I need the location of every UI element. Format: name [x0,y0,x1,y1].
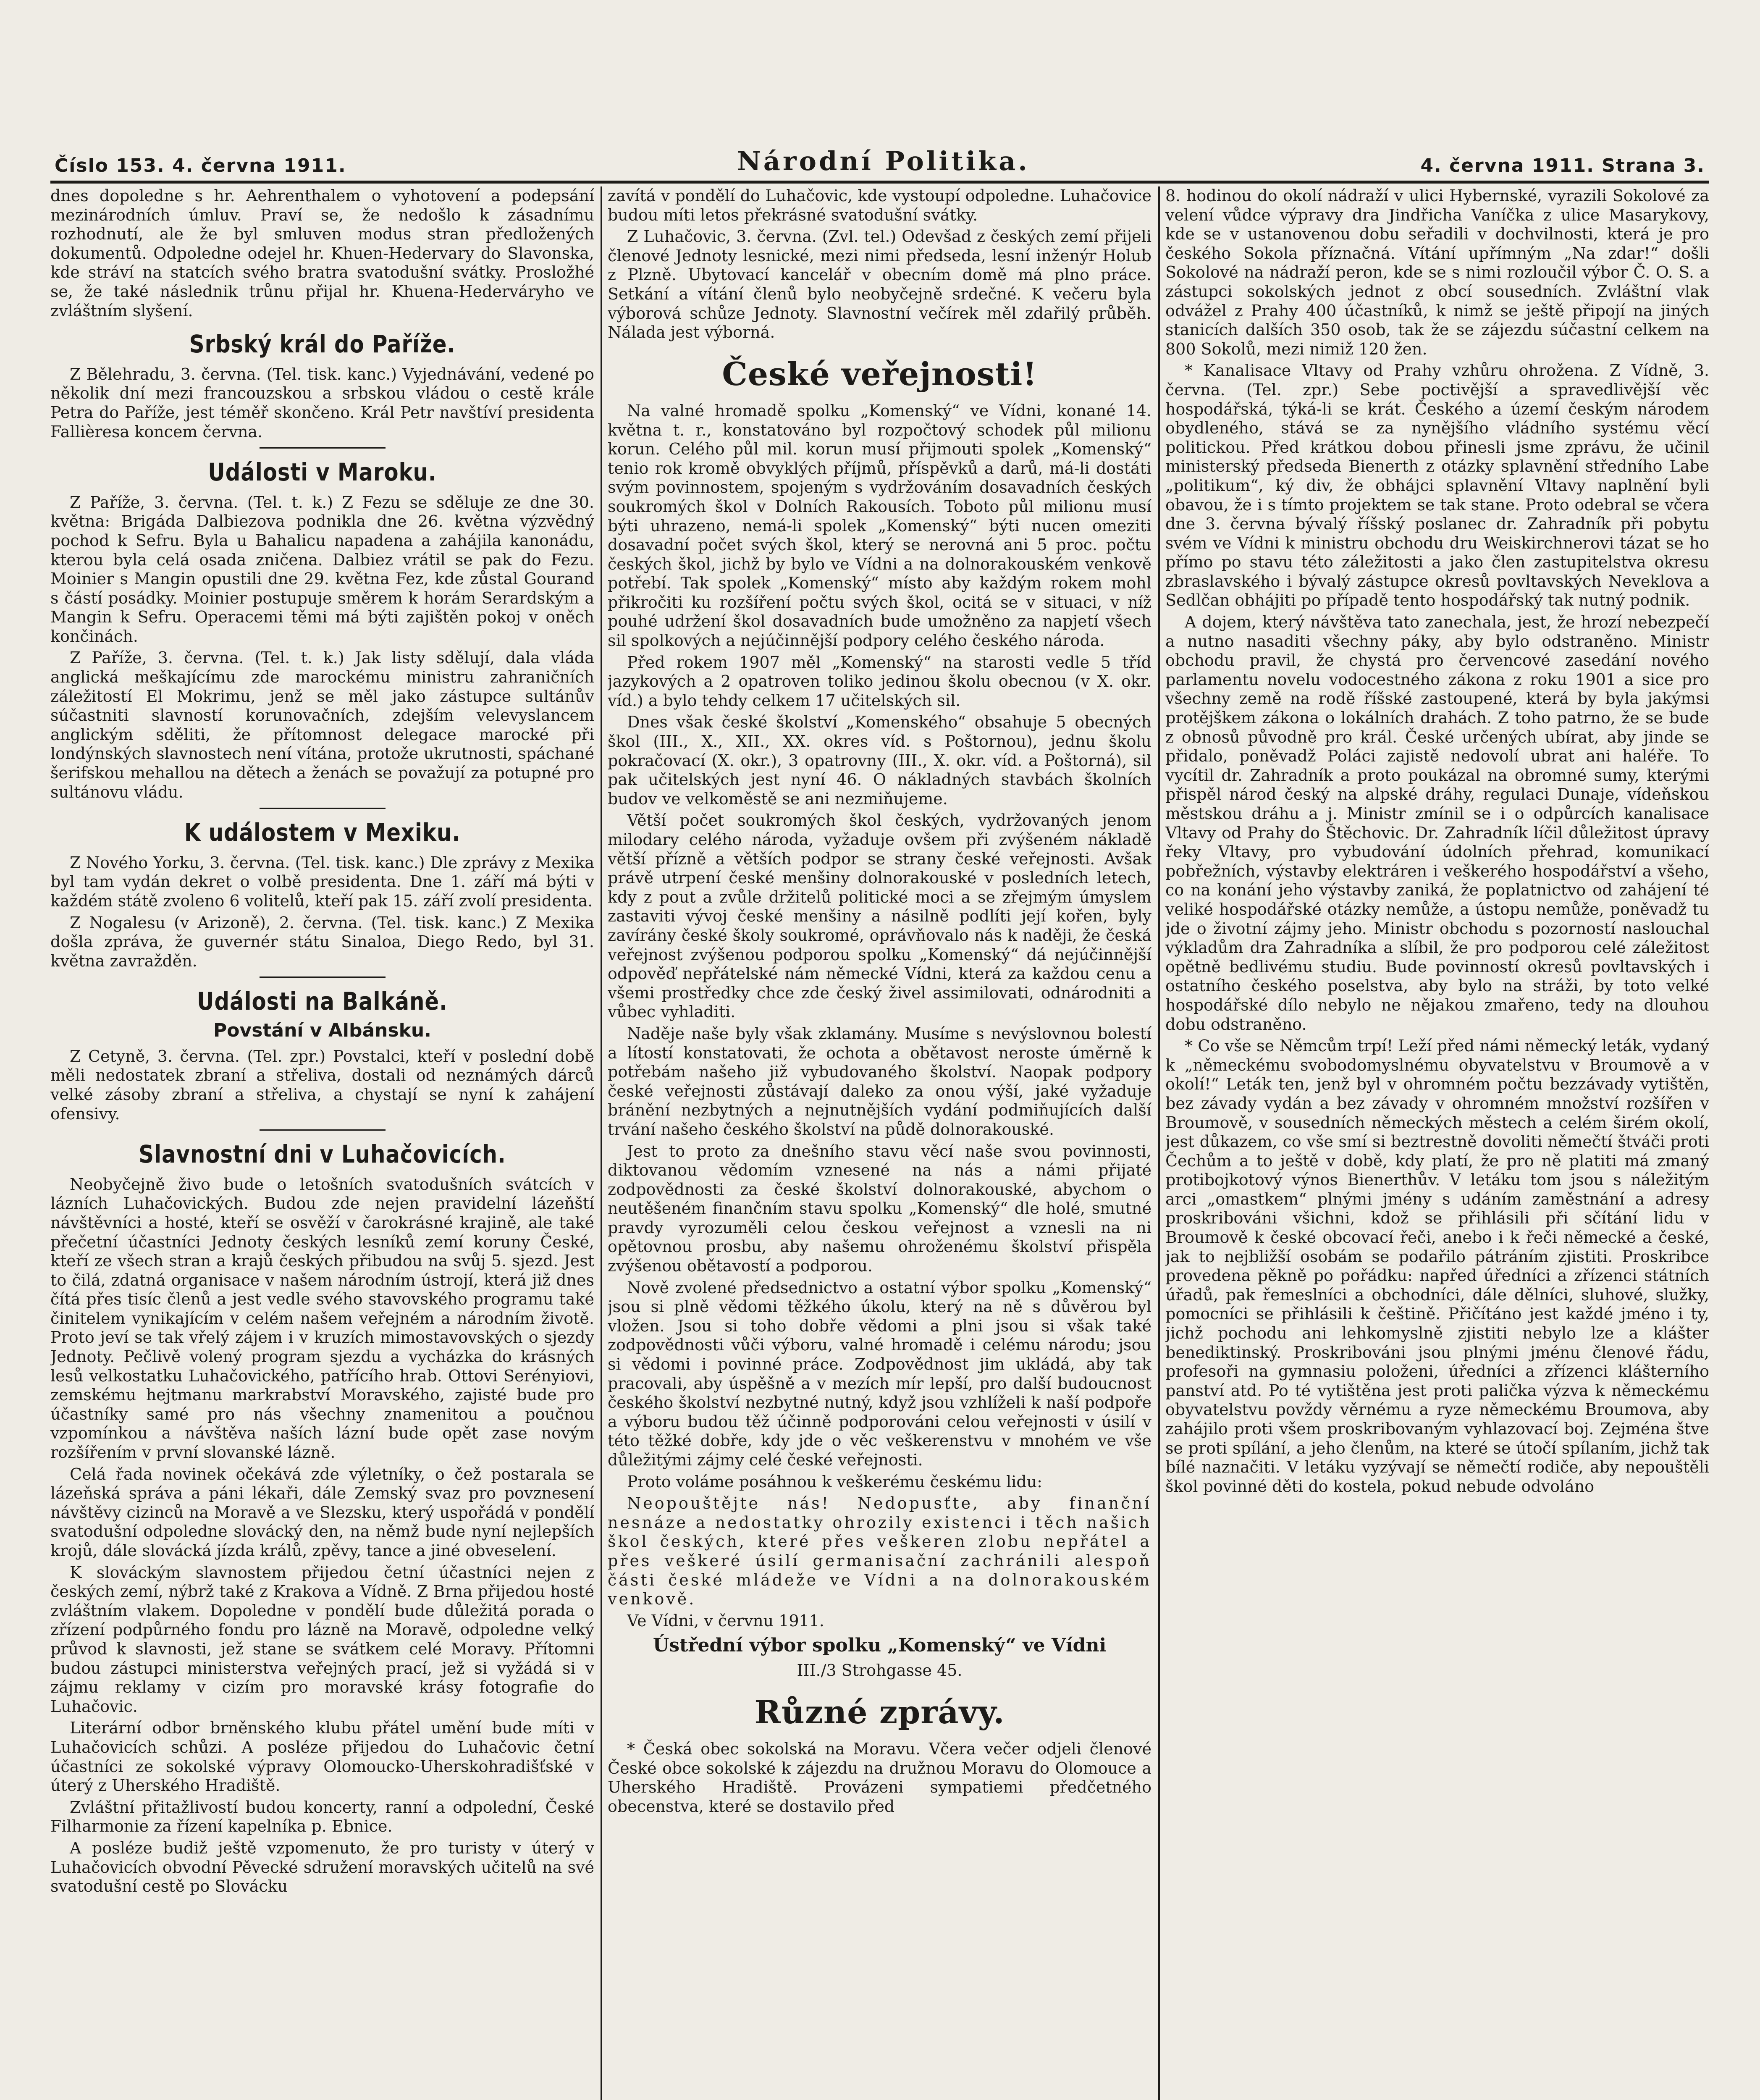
article-text: Literární odbor brněnského klubu přátel umění bude míti v Luhačovicích schůzi. A posléze přijedou do Luhačovic četní účastníci ze sokolské výpravy Olomoucko-Uherskohradišťské v úterý z Uherského Hradiště. [50,1719,594,1795]
article-text: Z Cetyně, 3. června. (Tel. zpr.) Povstalci, kteří v poslední době měli nedostatek zbraní a střeliva, dostali od neznámých dárců velké zásoby zbraní a střeliva, a chystají se nyní k zahájení ofensivy. [50,1047,594,1123]
article-text: Nově zvolené předsednictvo a ostatní výbor spolku „Komenský“ jsou si plně vědomi těžkého úkolu, který na ně s důvěrou byl vložen. Jsou si toho dobře vědomi a plni jsou si však také zodpovědnosti vůči výboru, valné hromadě i celému národu; jsou si vědomi i povinné práce. Zodpovědnost jim ukládá, aby tak pracovali, aby úspěšně a v mezích mír lepší, pro další budoucnost českého školství nezbytné nutný, když jsou vzhlíželi k naší podpoře a výboru budou těž účinně podporováni celou veřejnosti v úsilí v této těžké dobře, kdy jde o věc veškerenstvu v mnohém ve vše důležitými zájmy celé české veřejnosti. [608,1278,1151,1469]
article-text: A dojem, který návštěva tato zanechala, jest, že hrozí nebezpečí a nutno nasaditi všechny páky, aby bylo odstraněno. Ministr obchodu pravil, že chystá pro červencové zasedání nového parlamentu novelu vodocestného zákona z roku 1901 a sice pro všechny země na rodě říšské zastoupené, která by byla jakýmsi protějškem zákona o lokálních drahách. Z toho patrno, že se bude z obnosů původně pro král. České určených ubírat, aby jinde se přidalo, poněvadž Poláci zajistě nedovolí ubrat ani haléře. To vycítil dr. Zahradník a proto poukázal na obromné sumy, kterými přispěl národ český na alpské dráhy, regulaci Dunaje, vídeňskou městskou dráhu a j. Ministr zmínil se i o odpůrcích kanalisace Vltavy od Prahy do Štěchovic. Dr. Zahradník líčil důležitost úpravy řeky Vltavy, pro vybudování údolních přehrad, komunikací pobřežních, výstavby elektráren i veškerého hospodářství a všeho, co na konání jeho výstavby zaniká, že poplatnictvo od zahájení té veliké hospodářské otázky nemůže, a ústopu nemůže, poněvadž tu jde o životní zájmy jeho. Ministr obchodu s pozorností naslouchal výkladům dra Zahradníka a slíbil, že pro podporou celé záležitost opětně bedlivému studiu. Bude povinností okresů povltavských i ostatního českého poselstva, aby bylo na stráži, by toto velké hospodářské dílo nebylo ne nějakou zmařeno, tedy na dlouhou dobu odstraněno. [1165,613,1709,1034]
subheadline-albansko: Povstání v Albánsku. [213,1019,431,1041]
newspaper-title: Národní Politika. [737,146,1030,176]
masthead [55,139,1705,176]
article-appeal: Neopouštějte nás! Nedopusťte, aby finanční nesnáze a nedostatky ohrozily existenci i těch našich škol českých, které přes veškeren zlobu nepřátel a přes veškeré úsilí germanisační zachránili alespoň části české mládeže ve Vídni a na dolnorakouském venkově. [608,1494,1151,1609]
column-1 [50,186,594,2100]
article-text: dnes dopoledne s hr. Aehrenthalem o vyhotovení a podepsání mezinárodních úmluv. Praví se, že nedošlo k zásadnímu rozhodnutí, ale že byl smluven modus stran předložených dokumentů. Odpoledne odejel hr. Khuen-Hedervary do Slavonska, kde stráví na statcích svého bratra svatodušní svátky. Prosložhé se, že také následnik trůnu přijal hr. Khuena-Hederváryho ve zvláštním slyšení. [50,186,594,320]
signature-komensky: Ústřední výbor spolku „Komenský“ ve Vídni [653,1635,1107,1656]
article-text: * Česká obec sokolská na Moravu. Včera večer odjeli členové České obce sokolské k zájezdu na družnou Moravu do Olomouce a Uherského Hradiště. Provázeni sympatiemi předčetného obecenstva, které se dostavilo před [608,1739,1151,1816]
headline-ruzne-zpravy: Různé zprávy. [754,1693,1005,1731]
section-divider [260,1129,386,1131]
article-text: * Co vše se Němcům trpí! Leží před námi německý leták, vydaný k „německému svobodomyslnému obyvatelstvu v Broumově a v okolí!“ Leták ten, jenž byl v ohromném počtu bezzávady vytištěn, bez závady vydán a bez závady v ohromném množství rozšířen v Broumově, v sousedních německých městech a celém širém okolí, jest důkazem, co vše smí si beztrestně dovoliti němečtí štváči proti Čechům a to ještě v době, kdy platí, že pro ně platiti má zmaný protibojkotový výnos Bienerthův. V letáku tom jsou s náležitým arci „omastkem“ plnými jmény s udáním zaměstnání a adresy proskribováni všichni, kdož se přihlásili při sčítání lidu v Broumově k české obcovací řeči, anebo i k řeči německé a české, jak to nejbližší osobám se podařilo pátráním zjistiti. Proskribce provedena pěkně po pořádku: napřed úředníci a zřízenci státních úřadů, pak řemeslníci a obchodníci, dále dělníci, sluhové, služky, pomocníci se přihlásili k češtině. Přičítáno jest každé jméno i ty, jichž pochodu ani lehkomyslně zjistiti nebylo lze a klášter benediktinský. Proskribováni jsou plnými jménu členové řádu, profesoři na gymnasiu položeni, úředníci a zřízenci klášterního panství atd. Po té vytištěna jest proti palička výzva k německému obyvatelstvu povždy věrnému a ryze německému Broumova, aby zahájilo proti všem proskribovaným vyhlazovací boj. Zejména štve se proti spílání, a jeho členům, na které se útočí spílaním, jichž tak bílé naznačiti. V letáku vyzývají se němečtí rodiče, aby nepouštěli škol povinné děti do kostela, pokud nebude odvoláno [1165,1037,1709,1496]
headline-maroko: Události v Maroku. [208,458,437,487]
article-text: * Kanalisace Vltavy od Prahy vzhůru ohrožena. Z Vídně, 3. června. (Tel. zpr.) Sebe poctivější a spravedlivější věc hospodářská, týká-li se krát. Českého a území českým národem obydleného, stává se za nynějšího vládního systému věcí politickou. Před krátkou dobou přinesli jsme zprávu, že učinil ministerský předseda Bienerth z otázky splavnění středního Labe „politikum“, ký div, že obhájci splavnění Vltavy naplnění byli obavou, že i s tímto projektem se tak stane. Proto odebral se včera dne 3. června bývalý říšský poslanec dr. Zahradník při pobytu svém ve Vídni k ministru obchodu dru Weiskirchnerovi tázat se ho přímo po stavu této záležitosti a jako člen zastupitelstva okresu zbraslavského i bývalý zástupce okresů povltavských Neveklova a Sedlčan obhájiti po případě tento hospodářský tak nutný podnik. [1165,361,1709,610]
article-text: Dnes však české školství „Komenského“ obsahuje 5 obecných škol (III., X., XII., XX. okres víd. s Poštornou), jednu školu pokračovací (X. okr.), 3 opatrovny (III., X. okr. víd. a Poštorná), sil pak učitelských jest nyní 46. O nákladných stavbách školních budov ve velkoměstě se ani nezmiňujeme. [608,713,1151,808]
column-2 [608,186,1151,2100]
article-text: Proto voláme posáhnou k veškerému českému lidu: [627,1472,1042,1491]
article-text: Z Bělehradu, 3. června. (Tel. tisk. kanc.) Vyjednávání, vedené po několik dní mezi francouzskou a srbskou vládou o cestě krále Petra do Paříže, jest téměř skončeno. Král Petr navštíví presidenta Fallièresa koncem června. [50,365,594,441]
article-text: Větší počet soukromých škol českých, vydržovaných jenom milodary celého národa, vyžaduje ovšem při zvýšeném nákladě větší přízně a větších podpor se strany české veřejnosti. Avšak právě utrpení české menšiny dolnorakouské v posledních letech, kdy z pout a zvůle držitelů politické moci a se zřejmým úmyslem zastaviti vývoj české menšiny a násilně podlíti její kořen, byly zavírány české školy soukromé, oprávňovalo nás k naději, že česká veřejnost zvýšenou podporou spolku „Komenský“ dá nejúčinnější odpověď nepřátelské nám německé Vídni, která za každou cenu a všemi prostředky chce zde český živel assimilovati, odnárodniti a vůbec vyhladiti. [608,811,1151,1021]
article-text: Z Nogalesu (v Arizoně), 2. června. (Tel. tisk. kanc.) Z Mexika došla zpráva, že guvernér státu Sinaloa, Diego Redo, byl 31. května zavražděn. [50,913,594,970]
headline-srbsky-kral: Srbský král do Paříže. [189,330,456,359]
section-divider [260,447,386,449]
signature-address: III./3 Strohgasse 45. [797,1661,963,1680]
section-divider [260,976,386,978]
article-text: Celá řada novinek očekává zde výletníky, o čež postarala se lázeňská správa a páni lékaři, dále Zemský svaz pro povznesení návštěvy cizinců na Moravě a ve Slezsku, který uspořádá v pondělí svatodušní odpoledne slovácký den, na němž bude nyní nejlepších krojů, dále slovácká jízda králů, zpěvy, tance a jiné obveselení. [50,1465,594,1560]
article-text: Z Luhačovic, 3. června. (Zvl. tel.) Odevšad z českých zemí přijeli členové Jednoty lesnické, mezi nimi předseda, lesní inženýr Holub z Plzně. Ubytovací kancelář v obecním domě má plno práce. Setkání a vítání členů bylo neobyčejně srdečné. K večeru byla výborová schůze Jednoty. Slavnostní večírek měl zdařilý průběh. Nálada jest výborná. [608,227,1151,342]
column-divider [1158,186,1160,2100]
article-text: Zvláštní přitažlivostí budou koncerty, ranní a odpolední, České Filharmonie za řízení kapelníka p. Ebnice. [50,1798,594,1836]
article-text: Z Nového Yorku, 3. června. (Tel. tisk. kanc.) Dle zprávy z Mexika byl tam vydán dekret o volbě presidenta. Dne 1. září má býti v každém státě zvoleno 6 volitelů, kteří pak 15. září zvolí presidenta. [50,853,594,910]
article-text: A posléze budiž ještě vzpomenuto, že pro turisty v úterý v Luhačovicích obvodní Pěvecké sdružení moravských učitelů na své svatodušní cestě po Slovácku [50,1838,594,1896]
article-text: Jest to proto za dnešního stavu věcí naše svou povinnosti, diktovanou vědomím vznesené na nás a námi přijaté zodpovědnosti za české školství dolnorakouské, abychom o neutěšeném finančním stavu spolku „Komenský“ dle holé, smutné pravdy vyrozuměli celou českou veřejnost a vznesli na ni opětovnou prosbu, aby našemu ohroženému školství přispěla zvýšenou obětavostí a podporou. [608,1142,1151,1276]
page-date-number: 4. června 1911. Strana 3. [1420,155,1705,176]
headline-luhacovice: Slavnostní dni v Luhačovicích. [139,1140,506,1169]
issue-number-date: Číslo 153. 4. června 1911. [55,155,346,176]
masthead-rule [50,181,1709,184]
article-text: 8. hodinou do okolí nádraží v ulici Hybernské, vyrazili Sokolové za velení vůdce výpravy dra Jindřicha Vaníčka z ulice Masarykovy, kde se v ustanovenou dobu seřadili v dochvilnosti, která je pro českého Sokola příznačná. Vítání upřímným „Na zdar!“ došli Sokolové na nádraží peron, kde se s nimi rozloučil výbor Č. O. S. a zástupci sokolských jednot z obcí sousedních. Zvláštní vlak odvážel z Prahy 400 účastníků, k nimž se ještě připojí na jiných stanicích dalších 350 osob, tak že se zájezdu súčastní celkem na 800 Sokolů, mezi nimiž 120 žen. [1165,186,1709,358]
headline-mexiko: K událostem v Mexiku. [184,818,461,847]
article-text: Z Paříže, 3. června. (Tel. t. k.) Jak listy sdělují, dala vláda anglická meškajícímu zde marockému ministru zahraničních záležitostí El Mokrimu, jenž se měl jako zástupce sultánův súčastniti slavností korunovačních, zdejším velevyslancem anglickým sděliti, že přítomnost delegace marocké při londýnských slavnostech není vítána, protože ukrutnosti, spáchané šerifskou mehallou na dětech a ženách se považují za potupné pro sultánovu vládu. [50,648,594,801]
article-text: Neobyčejně živo bude o letošních svatodušních svátcích v lázních Luhačovických. Budou zde nejen pravidelní lázeňští návštěvníci a hosté, kteří se osvěží v čarokrásné krajině, ale také přečetní účastníci Jednoty českých lesníků zemí koruny České, kteří ze všech stran a krajů českých přibudou na svůj 5. sjezd. Jest to čilá, zdatná organisace v našem národním ústrojí, která již dnes čítá přes tisíc členů a jest vedle svého stavovského programu také činitelem vynikajícím v celém našem veřejném a národním životě. Proto jeví se tak vřelý zájem i v kruzích mimostavovských o sjezdy Jednoty. Pečlivě volený program sjezdu a vycházka do krásných lesů velkostatku Luhačovického, patřícího hrab. Ottovi Serényiovi, zemskému hejtmanu markrabství Moravského, zajisté bude pro účastníky samé pro nás všechny znamenitou a poučnou vzpomínkou a návštěva naších lázní bude opět zase novým rozšířením v první slovanské lázně. [50,1175,594,1462]
section-divider [260,808,386,809]
article-text: Na valné hromadě spolku „Komenský“ ve Vídni, konané 14. května t. r., konstatováno byl rozpočtový schodek půl milionu korun. Celého půl mil. korun musí přijmouti spolek „Komenský“ tenio rok kromě obvyklých příjmů, příspěvků a darů, má-li dostáti svým povinnostem, spojeným s vydržováním dosavadních českých soukromých škol v Dolních Rakousích. Toboto půl milionu musí býti uhrazeno, nemá-li spolek „Komenský“ býti nucen omeziti dosavadní počet svých škol, který se nerovná ani 5 proc. počtu českých škol, jichž by bylo ve Vídni a na dolnorakouském venkově potřebí. Tak spolek „Komenský“ místo aby každým rokem mohl přikročiti ku rozšíření počtu svých škol, ocitá se v situaci, v níž pouhé udržení škol dosavadních bude umožněno za napjetí všech sil spolkových a nejúčinnější podpory celého českého národa. [608,401,1151,650]
article-dateline: Ve Vídni, v červnu 1911. [627,1611,824,1630]
article-text: K slováckým slavnostem přijedou četní účastníci nejen z českých zemí, nýbrž také z Krakova a Vídně. Z Brna přijedou hosté zvláštním vlakem. Dopoledne v pondělí bude důležitá porada o zřízení podpůrného fondu pro lázně na Moravě, odpoledne velký průvod k slavnosti, jež stane se svátkem celé Moravy. Přítomni budou zástupci ministerstva veřejných prací, jež si vyžádá si v zájmu reklamy v cizím pro moravské krásy fotografie do Luhačovic. [50,1563,594,1716]
headline-balkan: Události na Balkáně. [197,987,448,1016]
article-text: Naděje naše byly však zklamány. Musíme s nevýslovnou bolestí a lítostí konstatovati, že ochota a obětavost neroste úměrně k potřebám našeho již vybudovaného školství. Naopak podpory české veřejnosti zůstávají daleko za onou výší, jaké vyžaduje bránění nezbytných a nejnutnějších vydání podmiňujících další trvání našeho českého školství na půdě dolnorakouské. [608,1024,1151,1139]
article-text: Před rokem 1907 měl „Komenský“ na starosti vedle 5 tříd jazykových a 2 opatroven toliko jedinou školu obecnou (v X. okr. víd.) a bylo tehdy celkem 17 učitelských sil. [608,653,1151,710]
column-3 [1165,186,1709,2100]
article-text: Z Paříže, 3. června. (Tel. t. k.) Z Fezu se sděluje ze dne 30. května: Brigáda Dalbiezova podnikla dne 26. května výzvědný pochod k Sefru. Byla u Bahalicu napadena a zahájila kanonádu, kterou byla celá osada zničena. Dalbiez vrátil se pak do Fezu. Moinier s Mangin opustili dne 29. května Fez, kde zůstal Gourand s částí posádky. Moinier postupuje směrem k horám Serardským a Mangin k Sefru. Operacemi těmi má býti zajištěn pokoj v oněch končinách. [50,493,594,646]
headline-ceske-verejnosti: České veřejnosti! [722,355,1037,393]
column-divider [601,186,602,2100]
article-text: zavítá v pondělí do Luhačovic, kde vystoupí odpoledne. Luhačovice budou míti letos překrásné svatodušní svátky. [608,186,1151,224]
